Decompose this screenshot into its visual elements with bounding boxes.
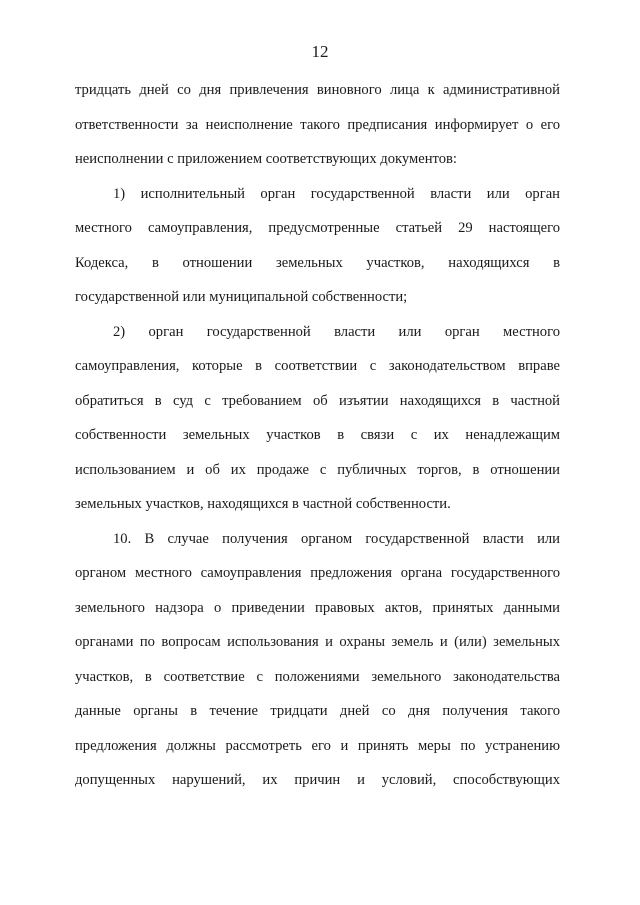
paragraph-continuation [75,73,560,177]
text-line: земельных участков, находящихся в частной собственности. [75,496,451,512]
text-line: Кодекса, в отношении земельных участков, находящихся в [75,254,560,271]
text-line: органами по вопросам использования и охраны земель и (или) земельных [75,634,560,650]
text-line: собственности земельных участков в связи с их ненадлежащим [75,427,560,443]
text-line: неисполнении с приложением соответствующих документов: [75,151,457,167]
text-line: предложения должны рассмотреть его и принять меры по устранению [75,737,560,754]
list-item-2 [75,315,560,522]
text-line: использованием и об их продаже с публичных торгов, в отношении [75,461,560,478]
page-number: 12 [311,42,329,61]
text-line: земельного надзора о приведении правовых актов, принятых данными [75,599,560,616]
text-line: местного самоуправления, предусмотренные статьей 29 настоящего [75,220,560,236]
section-10 [75,522,560,798]
text-line: органом местного самоуправления предложения органа государственного [75,565,560,581]
text-line: участков, в соответствие с положениями земельного законодательства [75,668,560,685]
list-item-1 [75,177,560,315]
text-line: 1) исполнительный орган государственной власти или орган [113,185,560,202]
document-body [75,73,560,798]
text-line: 10. В случае получения органом государственной власти или [113,530,560,547]
text-line: допущенных нарушений, их причин и условий, способствующих [75,772,560,788]
text-line: государственной или муниципальной собственности; [75,289,408,305]
text-line: данные органы в течение тридцати дней со дня получения такого [75,703,560,719]
text-line: 2) орган государственной власти или орган местного [113,323,560,340]
text-line: тридцать дней со дня привлечения виновного лица к административной [75,82,560,98]
text-line: обратиться в суд с требованием об изъятии находящихся в частной [75,392,560,409]
text-line: ответственности за неисполнение такого предписания информирует о его [75,116,560,133]
text-line: самоуправления, которые в соответствии с законодательством вправе [75,358,560,374]
